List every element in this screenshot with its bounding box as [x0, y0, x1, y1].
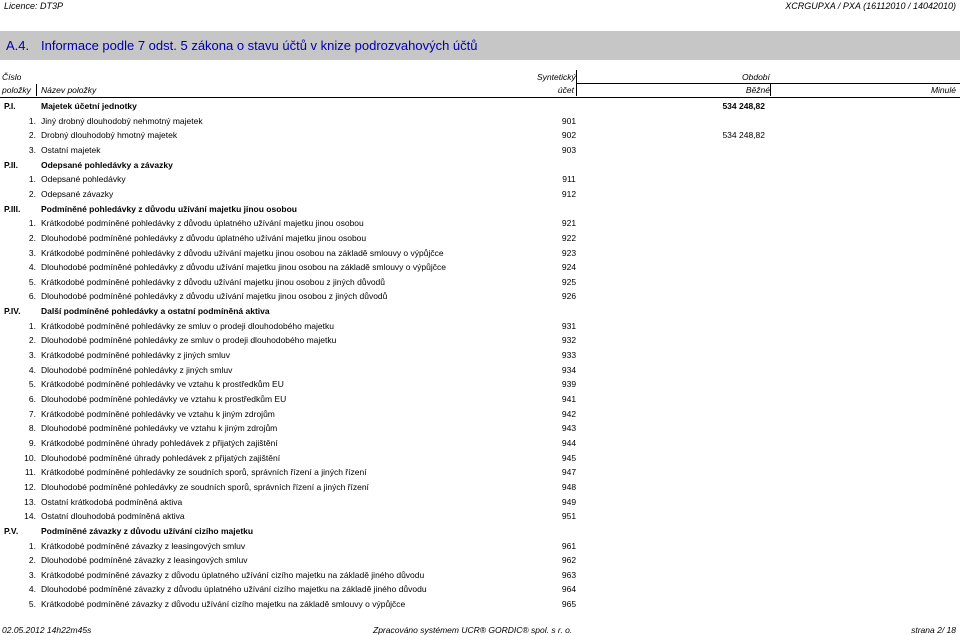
table-row: [0, 231, 960, 246]
table-row: [0, 568, 960, 583]
header-divider: [770, 84, 771, 96]
row-name: Krátkodobé podmíněné pohledávky ze soudních sporů, správních řízení a jiných řízení: [41, 467, 367, 478]
row-code: 1.: [28, 320, 36, 331]
row-account: 942: [561, 408, 577, 419]
row-code: 3.: [28, 350, 36, 361]
row-name: Dlouhodobé podmíněné pohledávky ve vztahu k prostředkům EU: [41, 394, 287, 404]
row-code: 1.: [28, 174, 36, 185]
row-code: 4.: [28, 364, 36, 375]
row-name: Dlouhodobé podmíněné pohledávky ze smluv o prodeji dlouhodobého majetku: [41, 335, 337, 346]
footer-page: strana 2/ 18: [911, 625, 956, 635]
row-account: 924: [561, 262, 577, 273]
row-account: 962: [561, 555, 577, 566]
section-row: [0, 304, 960, 319]
row-account: 933: [561, 350, 577, 361]
row-account: 926: [561, 291, 577, 302]
licence-bar: [0, 0, 960, 12]
footer-system: Zpracováno systémem UCR® GORDIC® spol. s r. o.: [373, 625, 573, 635]
header-nazev: Název položky: [41, 85, 97, 95]
row-code: 5.: [28, 276, 36, 287]
section-row: [0, 524, 960, 539]
row-name: Jiný drobný dlouhodobý nehmotný majetek: [41, 115, 203, 126]
header-divider: [576, 83, 960, 84]
row-name: Ostatní krátkodobá podmíněná aktiva: [41, 496, 183, 507]
row-code: 3.: [28, 247, 36, 258]
row-name: Krátkodobé podmíněné pohledávky z důvodu užívání majetku jinou osobou z jiných důvodů: [41, 276, 386, 287]
table-row: [0, 509, 960, 524]
row-name: Ostatní majetek: [41, 144, 101, 155]
row-account: 965: [561, 599, 577, 610]
row-code: 2.: [28, 232, 36, 243]
row-code: 2.: [28, 555, 36, 566]
section-code: A.4.: [6, 38, 30, 53]
row-code: 12.: [24, 481, 36, 492]
section-title: Informace podle 7 odst. 5 zákona o stavu účtů v knize podrozvahových účtů: [41, 38, 478, 53]
table-row: [0, 172, 960, 187]
table-row: [0, 246, 960, 261]
row-code: 1.: [28, 540, 36, 551]
row-account: 932: [561, 335, 577, 346]
row-name: Krátkodobé podmíněné pohledávky z jiných smluv: [41, 350, 230, 361]
row-account: 943: [561, 423, 577, 434]
app-version-label: XCRGUPXA / PXA (16112010 / 14042010): [785, 1, 956, 11]
row-name: Krátkodobé podmíněné pohledávky ve vztahu k jiným zdrojům: [41, 408, 275, 419]
table-row: [0, 377, 960, 392]
table-row: [0, 465, 960, 480]
table-row: [0, 289, 960, 304]
row-code: P.I.: [4, 101, 16, 111]
row-name: Krátkodobé podmíněné pohledávky ve vztahu k prostředkům EU: [41, 379, 284, 390]
row-account: 903: [561, 144, 577, 155]
row-account: 944: [561, 437, 577, 448]
header-bezne: Běžné: [745, 85, 770, 95]
row-account: 934: [561, 364, 577, 375]
row-name: Krátkodobé podmíněné úhrady pohledávek z přijatých zajištění: [41, 437, 278, 448]
row-code: 4.: [28, 584, 36, 595]
row-code: 1.: [28, 218, 36, 229]
row-account: 964: [561, 584, 577, 595]
row-code: 10.: [24, 452, 36, 463]
header-polozky: položky: [2, 85, 31, 95]
row-account: 922: [561, 232, 577, 243]
table-row: [0, 143, 960, 158]
row-account: 911: [562, 174, 576, 185]
section-row: [0, 158, 960, 173]
row-code: 2.: [28, 335, 36, 346]
row-name: Podmíněné závazky z důvodu užívání cizího majetku: [41, 525, 254, 536]
row-account: 941: [561, 394, 577, 404]
row-name: Odepsané pohledávky a závazky: [41, 159, 173, 170]
row-code: 3.: [28, 144, 36, 155]
row-code: 5.: [28, 379, 36, 390]
table-row: [0, 187, 960, 202]
table-row: [0, 260, 960, 275]
row-name: Odepsané závazky: [41, 188, 114, 199]
row-account: 902: [561, 130, 577, 141]
row-code: 1.: [28, 115, 36, 126]
licence-label: Licence: DT3P: [4, 1, 64, 11]
section-row: [0, 99, 960, 114]
table-row: [0, 495, 960, 510]
header-ucet: účet: [557, 85, 574, 95]
row-name: Dlouhodobé podmíněné úhrady pohledávek z přijatých zajištění: [41, 452, 281, 463]
row-name: Krátkodobé podmíněné závazky z leasingových smluv: [41, 540, 246, 551]
table-row: [0, 597, 960, 612]
row-code: 7.: [28, 408, 36, 419]
row-name: Dlouhodobé podmíněné pohledávky ve vztahu k jiným zdrojům: [41, 423, 278, 434]
table-row: [0, 363, 960, 378]
table-row: [0, 421, 960, 436]
table-row: [0, 128, 960, 143]
row-name: Další podmíněné pohledávky a ostatní podmíněná aktiva: [41, 306, 270, 317]
row-account: 961: [561, 540, 577, 551]
row-name: Odepsané pohledávky: [41, 174, 126, 185]
row-name: Krátkodobé podmíněné pohledávky z důvodu úplatného užívání majetku jinou osobou: [41, 218, 364, 229]
row-account: 945: [561, 452, 577, 463]
table-row: [0, 539, 960, 554]
row-name: Krátkodobé podmíněné závazky z důvodu úplatného užívání cizího majetku na základě jiného důvodu: [41, 569, 425, 580]
row-account: 925: [561, 276, 577, 287]
row-code: 2.: [28, 130, 36, 141]
row-account: 923: [561, 247, 577, 258]
header-bottom-rule: [0, 97, 960, 98]
table-row: [0, 216, 960, 231]
row-code: 8.: [28, 423, 36, 434]
row-account: 951: [561, 511, 577, 522]
row-account: 939: [561, 379, 577, 390]
row-name: Dlouhodobé podmíněné pohledávky z důvodu užívání majetku jinou osobou z jiných důvodů: [41, 291, 388, 302]
row-code: 6.: [28, 394, 36, 404]
row-name: Podmíněné pohledávky z důvodu užívání majetku jinou osobou: [41, 203, 297, 214]
row-name: Dlouhodobé podmíněné pohledávky ze soudních sporů, správních řízení a jiných řízení: [41, 481, 369, 492]
row-code: P.IV.: [4, 306, 21, 317]
row-name: Krátkodobé podmíněné pohledávky z důvodu užívání majetku jinou osobou na základě smlouvy o výpůjčce: [41, 247, 444, 258]
row-account: 901: [561, 115, 577, 126]
row-code: P.II.: [4, 159, 19, 170]
row-name: Dlouhodobé podmíněné závazky z leasingových smluv: [41, 555, 248, 566]
section-title-bar: [0, 31, 960, 60]
table-row: [0, 275, 960, 290]
footer-date: 02.05.2012 14h22m45s: [2, 625, 92, 635]
row-name: Dlouhodobé podmíněné pohledávky z důvodu užívání majetku jinou osobou na základě smlouvy o výpůjčce: [41, 262, 446, 273]
table-row: [0, 480, 960, 495]
row-code: 5.: [28, 599, 36, 610]
table-row: [0, 436, 960, 451]
row-value-current: 534 248,82: [722, 130, 765, 141]
row-code: 13.: [24, 496, 36, 507]
row-account: 947: [561, 467, 577, 478]
row-account: 948: [561, 481, 577, 492]
row-name: Drobný dlouhodobý hmotný majetek: [41, 130, 178, 141]
table-row: [0, 348, 960, 363]
row-account: 949: [561, 496, 577, 507]
header-obdobi: Období: [742, 72, 770, 82]
row-code: 2.: [28, 188, 36, 199]
table-row: [0, 582, 960, 597]
table-row: [0, 114, 960, 129]
row-value-current: 534 248,82: [722, 101, 765, 111]
row-code: P.V.: [4, 525, 19, 536]
row-account: 931: [561, 320, 577, 331]
row-name: Krátkodobé podmíněné pohledávky ze smluv o prodeji dlouhodobého majetku: [41, 320, 334, 331]
header-minule: Minulé: [930, 85, 956, 95]
row-name: Dlouhodobé podmíněné pohledávky z jiných smluv: [41, 364, 233, 375]
table-row: [0, 451, 960, 466]
row-code: 11.: [24, 467, 36, 478]
page-footer: [0, 625, 960, 635]
row-code: 3.: [28, 569, 36, 580]
table-row: [0, 333, 960, 348]
header-synteticky: Syntetický: [537, 72, 576, 82]
table-row: [0, 319, 960, 334]
row-code: P.III.: [4, 203, 21, 214]
row-code: 9.: [28, 437, 36, 448]
row-name: Ostatní dlouhodobá podmíněná aktiva: [41, 511, 185, 522]
section-row: [0, 202, 960, 217]
table-row: [0, 553, 960, 568]
row-code: 4.: [28, 262, 36, 273]
table-row: [0, 392, 960, 407]
table-row: [0, 407, 960, 422]
header-divider: [36, 84, 37, 96]
row-account: 912: [561, 188, 577, 199]
row-account: 963: [561, 569, 577, 580]
row-name: Dlouhodobé podmíněné pohledávky z důvodu úplatného užívání majetku jinou osobou: [41, 232, 367, 243]
row-code: 6.: [28, 291, 36, 302]
row-name: Dlouhodobé podmíněné závazky z důvodu úplatného užívání cizího majetku na základě jiného důvodu: [41, 584, 427, 595]
row-name: Krátkodobé podmíněné závazky z důvodu užívání cizího majetku na základě smlouvy o výpůjčce: [41, 599, 406, 610]
row-account: 921: [561, 218, 577, 229]
row-code: 14.: [24, 511, 36, 522]
header-cislo: Číslo: [2, 72, 22, 82]
row-name: Majetek účetní jednotky: [41, 101, 137, 111]
